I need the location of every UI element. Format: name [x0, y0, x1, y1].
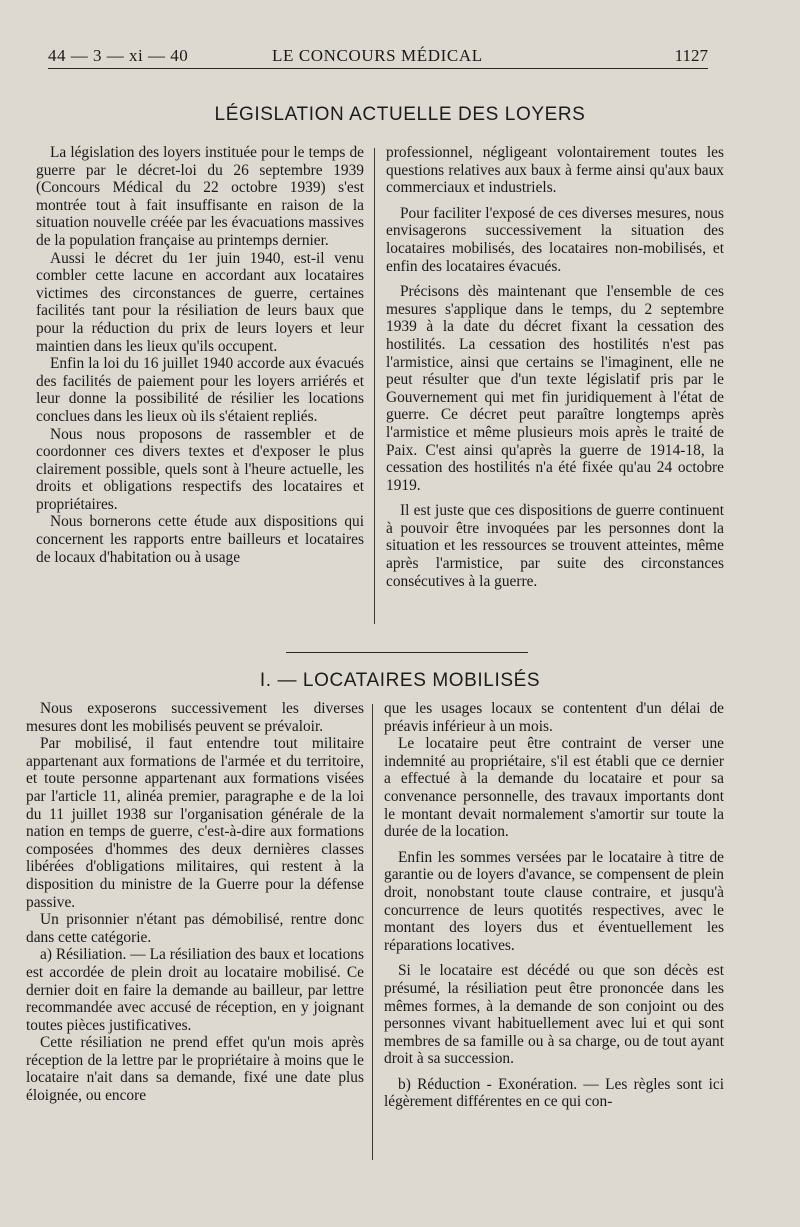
paragraph: Nous bornerons cette étude aux dispositions qui concernent les rapports entre bailleurs et locataires de locaux d'habitation ou à usage — [36, 513, 364, 566]
column-divider — [374, 148, 375, 624]
paragraph: Le locataire peut être contraint de verser une indemnité au propriétaire, s'il est établi que ce dernier a effectué à la demande du locataire et pour sa convenance personnelle, des travaux importants dont le montant devait normalement s'amortir sur toute la durée de la location. — [384, 735, 724, 841]
paragraph: Enfin la loi du 16 juillet 1940 accorde aux évacués des facilités de paiement pour les loyers arriérés et leur donne la possibilité de résilier les locations conclues dans les lieux où ils s'étaient repliés. — [36, 355, 364, 425]
paragraph: Il est juste que ces dispositions de guerre continuent à pouvoir être invoquées par les personnes dont la situation et les ressources se trouvent atteintes, même après l'armistice, par suite des circonstances consécutives à la guerre. — [386, 502, 724, 590]
paragraph: Un prisonnier n'étant pas démobilisé, rentre donc dans cette catégorie. — [26, 911, 364, 946]
paragraph: Enfin les sommes versées par le locataire à titre de garantie ou de loyers d'avance, se compensent de plein droit, nonobstant toute clause contraire, et jusqu'à concurrence de leurs quotités respectives, avec le montant des loyers dus et éventuellement les réparations locatives. — [384, 848, 724, 954]
page-header — [48, 44, 708, 69]
paragraph: Pour faciliter l'exposé de ces diverses mesures, nous envisagerons successivement la situation des locataires mobilisés, des locataires non-mobilisés, et enfin des locataires évacués. — [386, 204, 724, 275]
journal-title: LE CONCOURS MÉDICAL — [272, 46, 483, 65]
section2-column-left — [26, 700, 364, 1105]
section2-column-right — [384, 700, 724, 1111]
section1-column-right — [386, 144, 724, 590]
paragraph: b) Réduction - Exonération. — Les règles sont ici légèrement différentes en ce qui con- — [384, 1075, 724, 1111]
paragraph: Précisons dès maintenant que l'ensemble de ces mesures s'applique dans le temps, du 2 septembre 1939 à la date du décret fixant la cessation des hostilités. La cessation des hostilités n'est pas l'armistice, ainsi que certains se l'imaginent, elle ne peut résulter que d'un texte législatif pris par le Gouvernement qui met fin juridiquement à l'état de guerre. Ce décret peut paraître longtemps après l'armistice et même plusieurs mois après le traité de Paix. C'est ainsi qu'après la guerre de 1914-18, la cessation des hostilités n'a été fixée qu'au 24 octobre 1919. — [386, 283, 724, 494]
section1-column-left — [36, 144, 364, 566]
paragraph: que les usages locaux se contentent d'un délai de préavis inférieur à un mois. — [384, 700, 724, 735]
issue-reference: 44 — 3 — xi — 40 — [48, 46, 189, 65]
paragraph: Si le locataire est décédé ou que son décès est présumé, la résiliation peut être prononcée dans les mêmes formes, à la demande de son conjoint ou des personnes vivant habituellement avec lui et qui sont membres de sa famille ou à sa charge, ou de tout ayant droit à sa succession. — [384, 962, 724, 1068]
section-title-legislation: LÉGISLATION ACTUELLE DES LOYERS — [214, 104, 586, 125]
page-number: 1127 — [674, 46, 708, 65]
column-divider — [372, 704, 373, 1160]
paragraph: professionnel, négligeant volontairement toutes les questions relatives aux baux à ferme ainsi qu'aux baux commerciaux et industriels. — [386, 144, 724, 197]
section-title-mobilises: I. — LOCATAIRES MOBILISÉS — [259, 670, 541, 691]
paragraph: Nous nous proposons de rassembler et de coordonner ces divers textes et d'exposer le plus clairement possible, quels sont à l'heure actuelle, les droits et obligations respectifs des locataires et propriétaires. — [36, 425, 364, 513]
section-separator-rule — [286, 652, 528, 653]
paragraph: Cette résiliation ne prend effet qu'un mois après réception de la lettre par le propriétaire à moins que le locataire n'ait dans sa demande, fixé une date plus éloignée, ou encore — [26, 1034, 364, 1105]
paragraph: Par mobilisé, il faut entendre tout militaire appartenant aux formations de l'armée et du territoire, et toute personne appartenant aux formations visées par l'article 11, alinéa premier, paragraphe e de la loi du 11 juillet 1938 sur l'organisation générale de la nation en temps de guerre, c'est-à-dire aux formations composées d'hommes des deux dernières classes libérées d'obligations militaires, qui restent à la disposition du ministre de la Guerre pour la défense passive. — [26, 735, 364, 911]
paragraph: Nous exposerons successivement les diverses mesures dont les mobilisés peuvent se prévaloir. — [26, 700, 364, 735]
paragraph: a) Résiliation. — La résiliation des baux et locations est accordée de plein droit au locataire mobilisé. Ce dernier doit en faire la demande au bailleur, par lettre recommandée avec accusé de réception, en y joignant toutes pièces justificatives. — [26, 946, 364, 1034]
paragraph: Aussi le décret du 1er juin 1940, est-il venu combler cette lacune en accordant aux locataires victimes des circonstances de guerre, certaines facilités tant pour la résiliation de leurs baux que pour la réduction du prix de leurs loyers et leur maintien dans les lieux qu'ils occupent. — [36, 249, 364, 355]
paragraph: La législation des loyers instituée pour le temps de guerre par le décret-loi du 26 septembre 1939 (Concours Médical du 22 octobre 1939) s'est montrée tout à fait insuffisante en raison de la situation nouvelle créée par les évacuations massives de la population française au printemps dernier. — [36, 144, 364, 249]
